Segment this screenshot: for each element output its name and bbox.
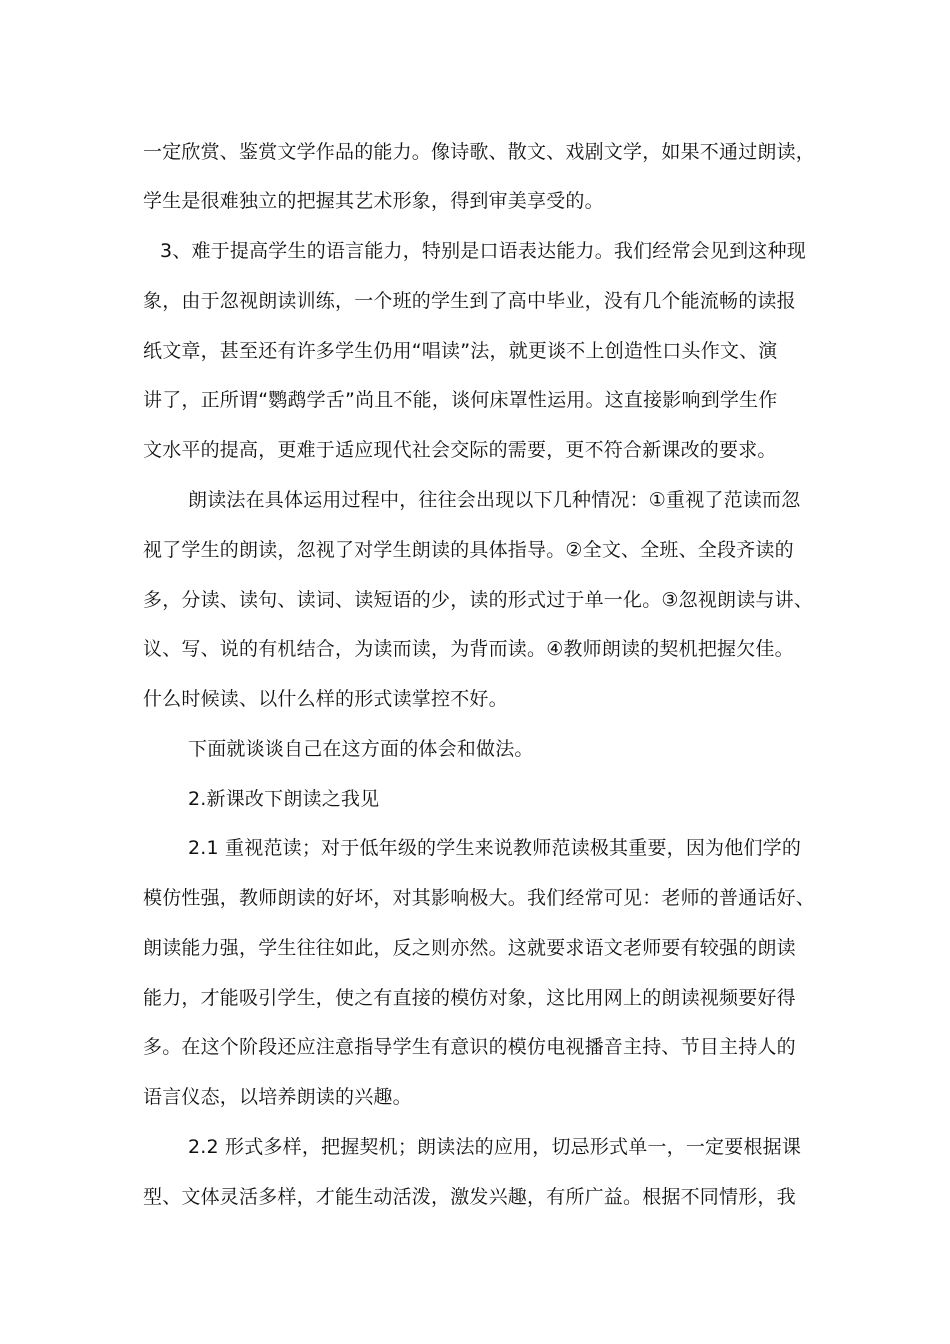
text-line: 2.2 形式多样，把握契机；朗读法的应用，切忌形式单一，一定要根据课 — [188, 1136, 802, 1158]
text-line: 多，分读、读句、读词、读短语的少，读的形式过于单一化。③忽视朗读与讲、 — [143, 589, 814, 611]
text-line: 型、文体灵活多样，才能生动活泼，激发兴趣，有所广益。根据不同情形，我 — [143, 1186, 796, 1208]
text-line: 一定欣赏、鉴赏文学作品的能力。像诗歌、散文、戏剧文学，如果不通过朗读， — [143, 141, 816, 163]
text-line: 模仿性强，教师朗读的好坏，对其影响极大。我们经常可见：老师的普通话好、 — [143, 887, 816, 909]
text-line: 多。在这个阶段还应注意指导学生有意识的模仿电视播音主持、节目主持人的 — [143, 1036, 796, 1058]
text-line: 纸文章，甚至还有许多学生仍用“唱读”法，就更谈不上创造性口头作文、演 — [143, 340, 778, 362]
text-line: 能力，才能吸引学生，使之有直接的模仿对象，这比用网上的朗读视频要好得 — [143, 987, 796, 1009]
text-line: 视了学生的朗读，忽视了对学生朗读的具体指导。②全文、全班、全段齐读的 — [143, 539, 794, 561]
text-line: 下面就谈谈自己在这方面的体会和做法。 — [188, 738, 534, 760]
text-line: 象，由于忽视朗读训练，一个班的学生到了高中毕业，没有几个能流畅的读报 — [143, 290, 796, 312]
text-line: 朗读能力强，学生往往如此，反之则亦然。这就要求语文老师要有较强的朗读 — [143, 937, 796, 959]
text-line: 学生是很难独立的把握其艺术形象，得到审美享受的。 — [143, 190, 604, 212]
text-line: 2.1 重视范读；对于低年级的学生来说教师范读极其重要，因为他们学的 — [188, 837, 802, 859]
text-line: 什么时候读、以什么样的形式读掌控不好。 — [143, 688, 508, 710]
text-line: 3、难于提高学生的语言能力，特别是口语表达能力。我们经常会见到这种现 — [160, 240, 806, 262]
section-heading: 2.新课改下朗读之我见 — [188, 788, 380, 810]
text-line: 语言仪态，以培养朗读的兴趣。 — [143, 1086, 412, 1108]
text-line: 朗读法在具体运用过程中，往往会出现以下几种情况：①重视了范读而忽 — [188, 489, 801, 511]
text-line: 文水平的提高，更难于适应现代社会交际的需要，更不符合新课改的要求。 — [143, 439, 777, 461]
text-line: 议、写、说的有机结合，为读而读，为背而读。④教师朗读的契机把握欠佳。 — [143, 638, 794, 660]
text-line: 讲了，正所谓“鹦鹉学舌”尚且不能，谈何床罩性运用。这直接影响到学生作 — [143, 389, 778, 411]
